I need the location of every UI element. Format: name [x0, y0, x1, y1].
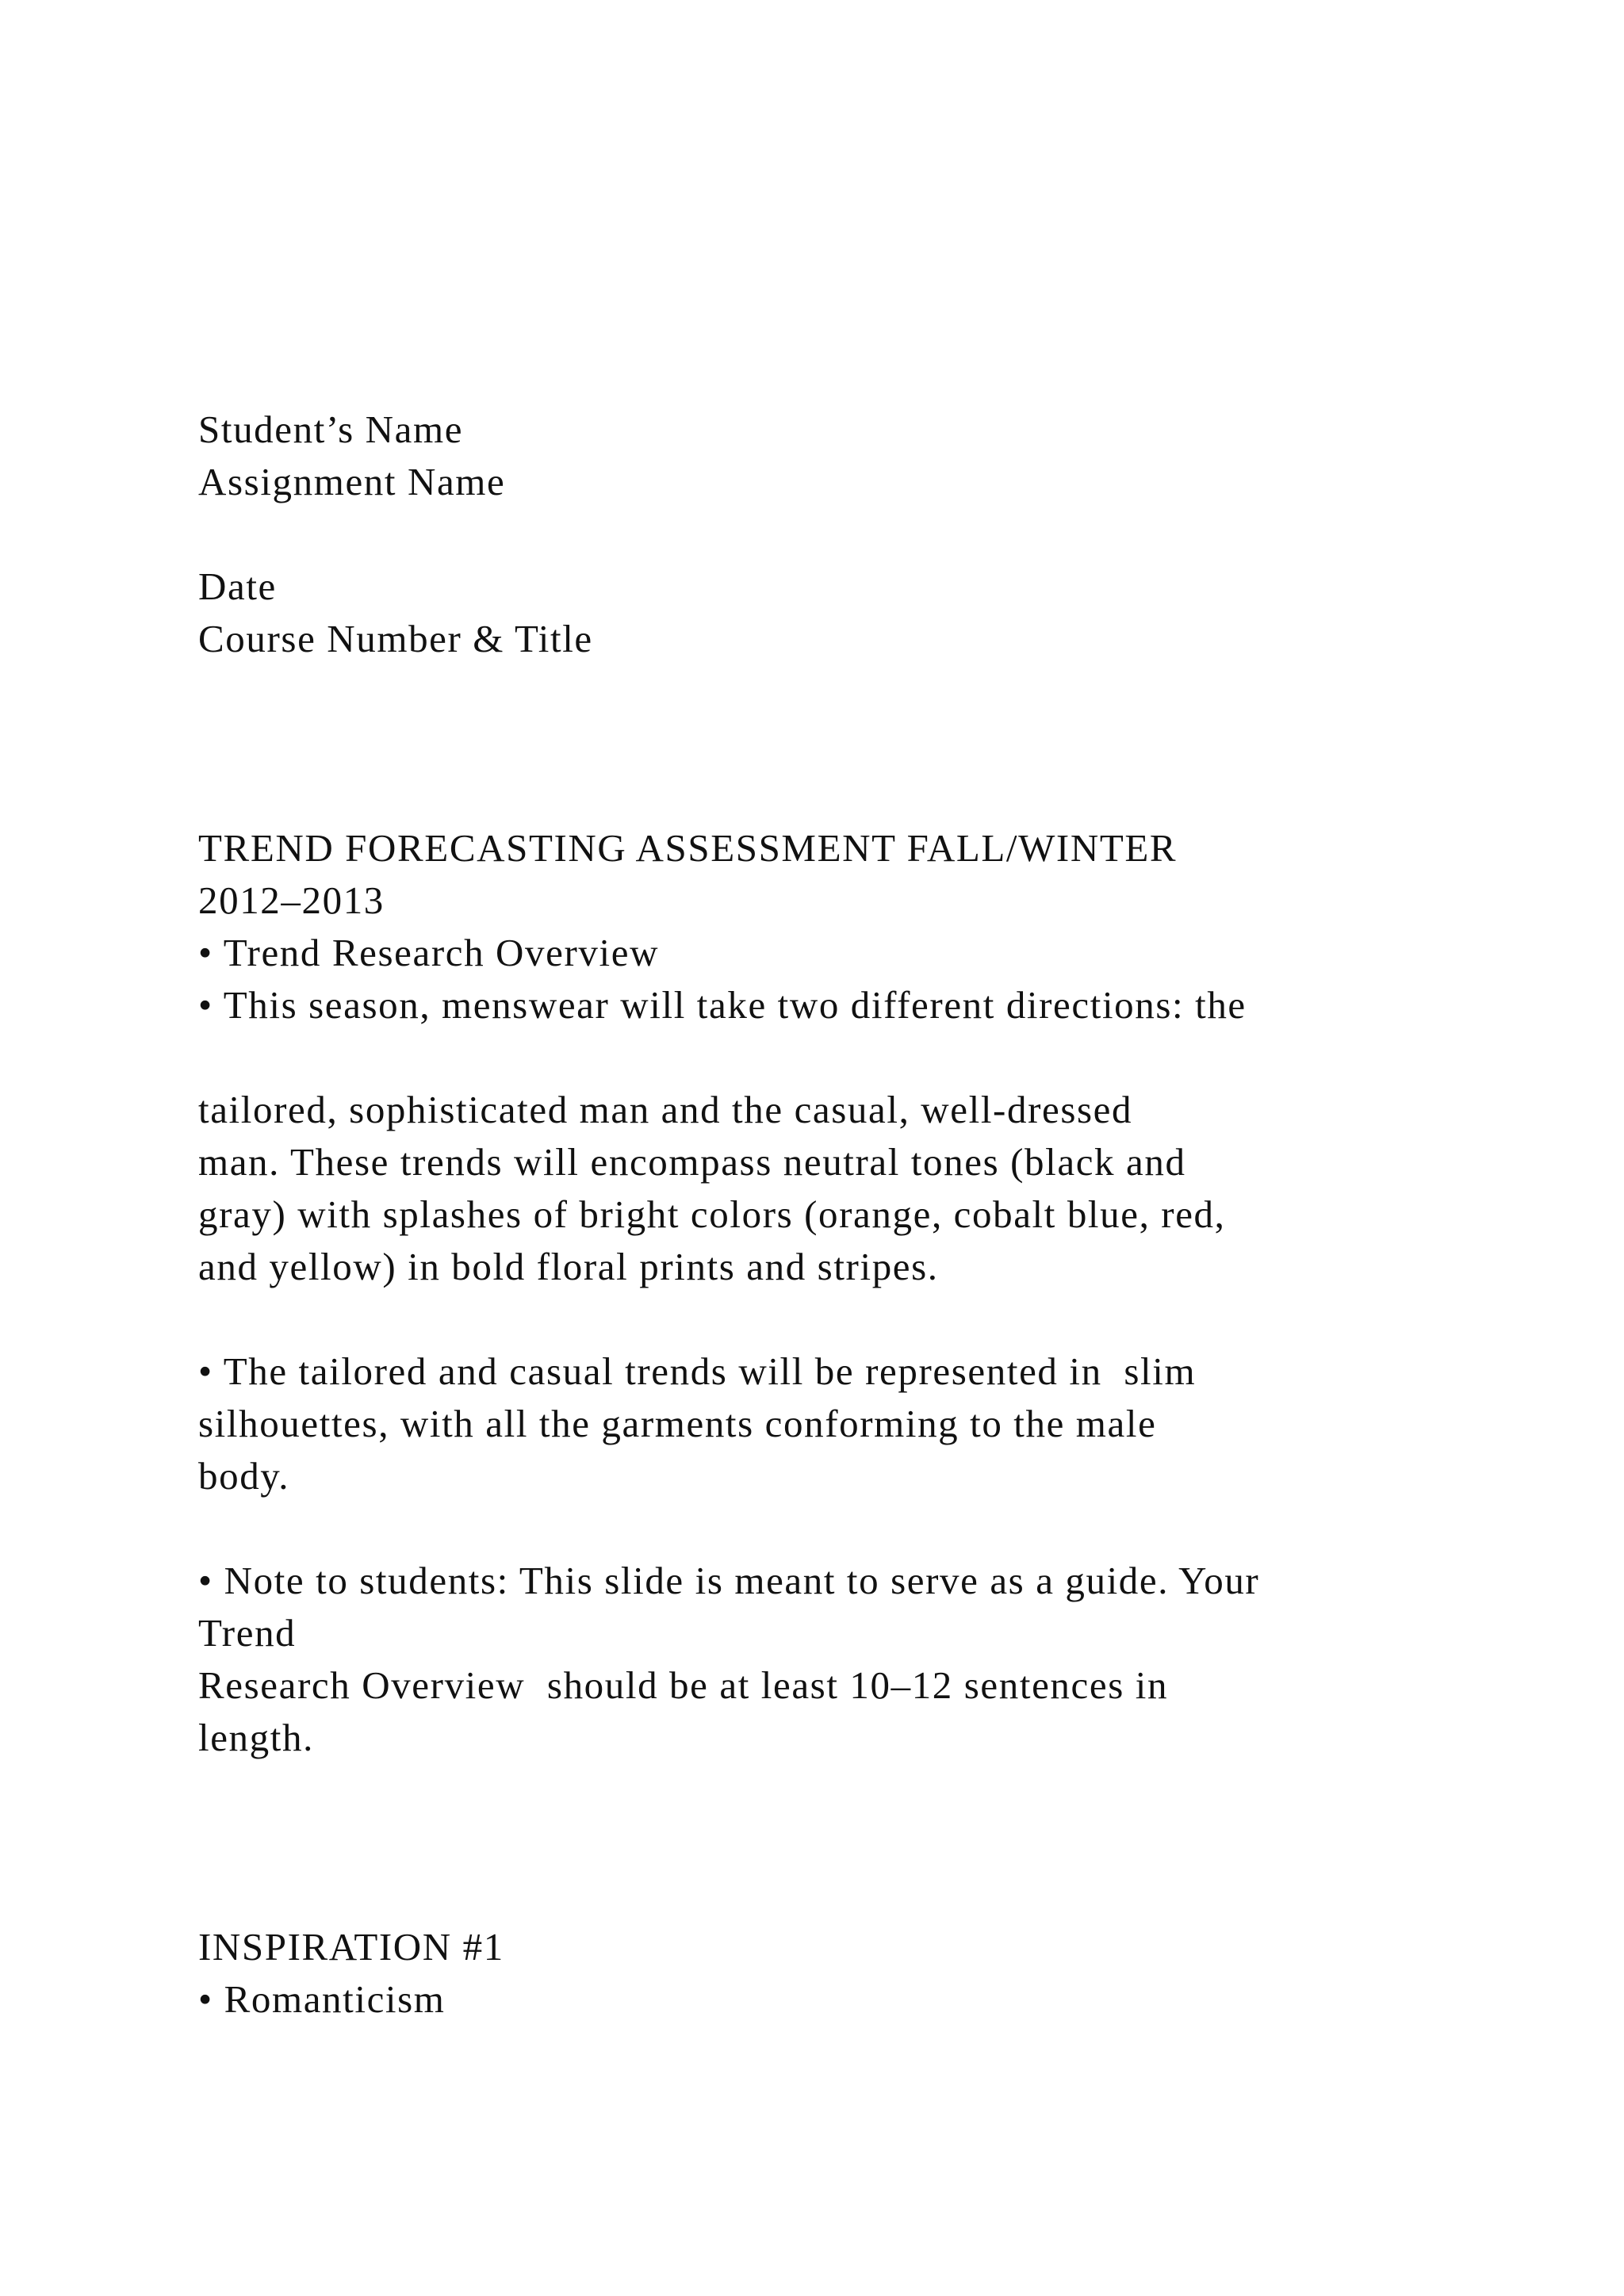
course-line: Course Number & Title [198, 617, 593, 660]
paragraph-line: • The tailored and casual trends will be represented in slim [198, 1349, 1197, 1393]
paragraph-line: length. [198, 1716, 314, 1759]
date-line: Date [198, 564, 277, 608]
paragraph-line: man. These trends will encompass neutral tones (black and [198, 1140, 1186, 1184]
spacer [198, 1764, 1499, 1921]
trend-title-line-2: 2012–2013 [198, 878, 385, 922]
paragraph-line: tailored, sophisticated man and the casual, well-dressed [198, 1088, 1133, 1131]
paragraph-line: silhouettes, with all the garments conforming to the male [198, 1402, 1157, 1445]
bullet-season: • This season, menswear will take two different directions: the [198, 983, 1247, 1027]
paragraph-line: Research Overview should be at least 10–12 sentences in [198, 1663, 1169, 1707]
spacer [198, 508, 1499, 561]
inspiration-bullet: • Romanticism [198, 1977, 446, 2021]
document-body [198, 404, 1499, 2026]
spacer [198, 1031, 1499, 1084]
paragraph-line: gray) with splashes of bright colors (orange, cobalt blue, red, [198, 1192, 1226, 1236]
bullet-overview: • Trend Research Overview [198, 931, 660, 974]
spacer [198, 1293, 1499, 1345]
paragraph-line: Trend [198, 1611, 297, 1655]
paragraph-line: • Note to students: This slide is meant to serve as a guide. Your [198, 1559, 1260, 1602]
paragraph-line: body. [198, 1454, 290, 1498]
student-name: Student’s Name [198, 408, 464, 451]
spacer [198, 1502, 1499, 1555]
paragraph-line: and yellow) in bold floral prints and stripes. [198, 1245, 939, 1288]
assignment-name: Assignment Name [198, 460, 506, 503]
inspiration-title: INSPIRATION #1 [198, 1925, 504, 1969]
trend-title-line-1: TREND FORECASTING ASSESSMENT FALL/WINTER [198, 826, 1178, 870]
spacer [198, 665, 1499, 822]
